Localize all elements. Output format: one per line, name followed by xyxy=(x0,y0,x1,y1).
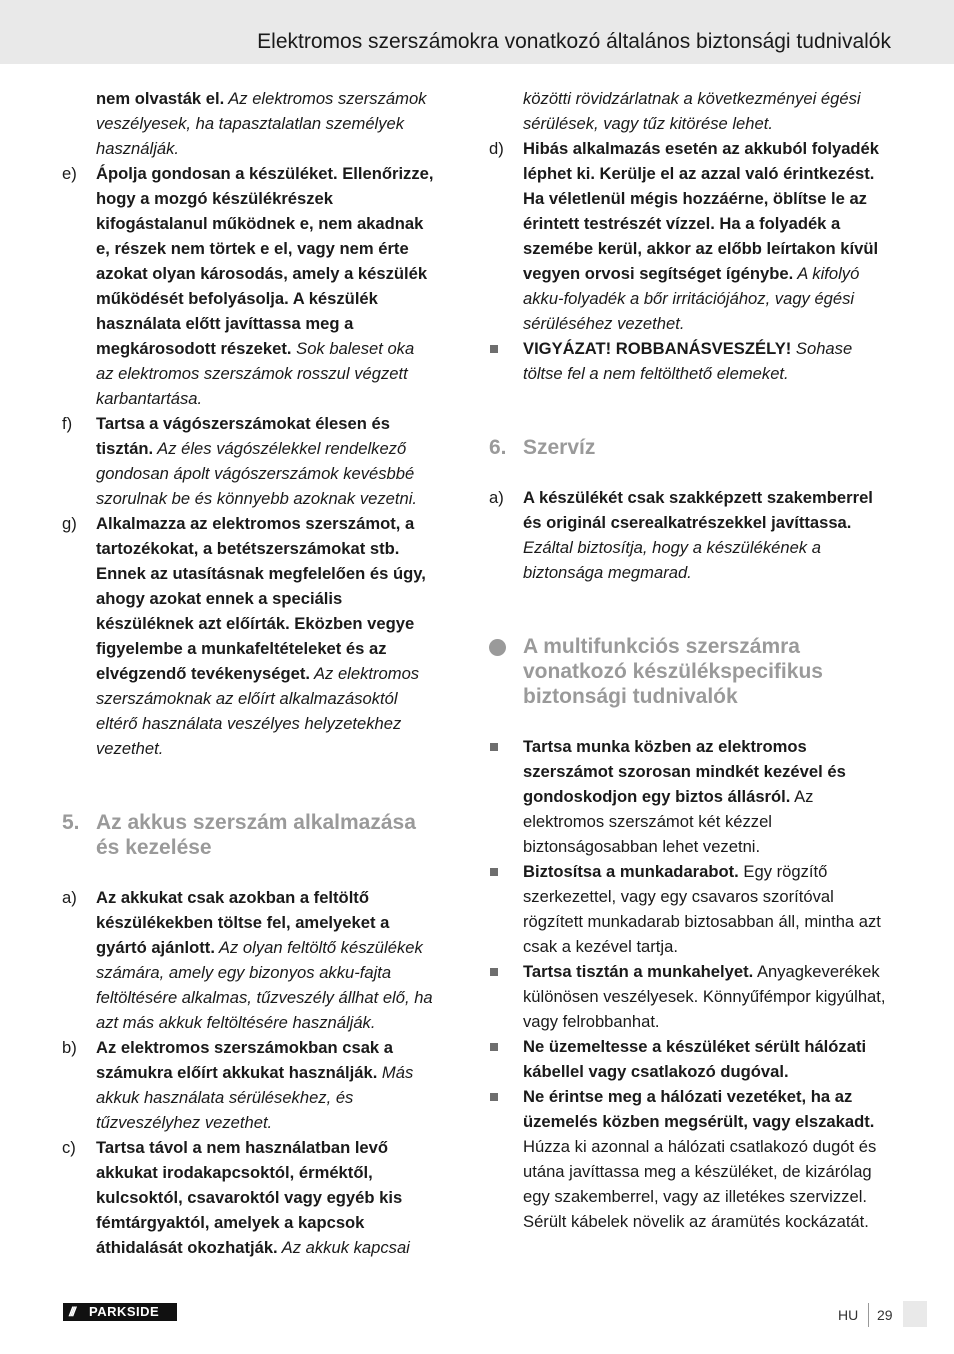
section-number: 5. xyxy=(62,811,80,834)
list-marker: b) xyxy=(62,1038,77,1057)
list-item-a xyxy=(62,885,434,1035)
italic-text: Sok baleset oka az elektromos szerszámok rosszul végzett karbantartása. xyxy=(96,339,415,408)
section-number: 6. xyxy=(489,436,507,459)
bold-text: Ápolja gondosan a készüléket. Ellenőrizze, hogy a mozgó készülékrészek kifogástalanul működnek e, nem akadnak e, részek nem törtek e el, vagy nem érte azokat olyan károsodás, amely a készülék működését befolyásolja. A készülék használata előtt javíttassa meg a megkárosodott részeket. xyxy=(96,164,434,358)
logo-brand-text: PARKSIDE xyxy=(89,1304,160,1319)
list-marker: a) xyxy=(489,488,504,507)
list-item-d xyxy=(489,136,891,336)
body-text: Az elektromos szerszámot két kézzel biztonságosabban lehet vezetni. xyxy=(523,787,814,856)
bullet-item xyxy=(489,1084,891,1234)
italic-text: Sohase töltse fel a nem feltölthető elemeket. xyxy=(523,339,853,383)
italic-text: Az éles vágószélekkel rendelkező gondosan ápolt vágószerszámok kevésbbé szorulnak be és könnyebb azoknak vezetni. xyxy=(96,439,418,508)
bold-text: Hibás alkalmazás esetén az akkuból folyadék léphet ki. Kerülje el az azzal való érintkezést. Ha véletlenül mégis hozzáérne, öblítse le az érintett testrészét vízzel. Ha a folyadék a szemébe kerül, akkor az előbb leírtakon kívül vegyen orvosi segítséget ígénybe. xyxy=(523,139,880,283)
bold-text: Tartsa a vágószerszámokat élesen és tisztán. xyxy=(96,414,390,458)
bold-text: Biztosítsa a munkadarabot. xyxy=(523,862,739,881)
left-column xyxy=(62,86,434,1260)
bold-text: Tartsa távol a nem használatban levő akkukat irodakapcsoktól, érméktől, kulcsoktól, csavaroktól vagy egyéb kis fémtárgyaktól, amelyek a kapcsok áthidalását okozhatják. xyxy=(96,1138,403,1257)
bold-text: Alkalmazza az elektromos szerszámot, a tartozékokat, a betétszerszámokat stb. Ennek az utasításnak megfelelően és úgy, ahogy azokat ennek a speciális készüléknek azt előírták. Eközben vegye figyelembe a munkafeltételeket és az elvégzendő tevékenységet. xyxy=(96,514,426,683)
bullet-item xyxy=(489,959,891,1034)
list-marker: e) xyxy=(62,164,77,183)
list-item-e xyxy=(62,161,434,411)
bold-text: Tartsa munka közben az elektromos szerszámot szorosan mindkét kezével és gondoskodjon egy biztos állásról. xyxy=(523,737,846,806)
circle-bullet-icon xyxy=(489,639,506,656)
square-bullet-icon xyxy=(490,1093,498,1101)
bold-text: VIGYÁZAT! ROBBANÁSVESZÉLY! xyxy=(523,339,792,358)
section-heading-5 xyxy=(62,810,434,860)
italic-text: közötti rövidzárlatnak a következményei égési sérülések, vagy tűz kitörése lehet. xyxy=(523,89,861,133)
italic-text: Az olyan feltöltő készülékek számára, amely egy bizonyos akku-fajta feltöltésére alkalmas, tűzveszély állhat elő, ha azt más akkuk feltöltésére használják. xyxy=(96,938,433,1032)
section-title: Az akkus szerszám alkalmazása és kezelése xyxy=(96,811,416,859)
square-bullet-icon xyxy=(490,868,498,876)
bold-text: Ne érintse meg a hálózati vezetéket, ha az üzemelés közben megsérült, vagy elszakadt. xyxy=(523,1087,875,1131)
right-column xyxy=(489,86,891,1234)
list-item-g xyxy=(62,511,434,761)
list-marker: f) xyxy=(62,414,73,433)
square-bullet-icon xyxy=(490,743,498,751)
bold-text: A készülékét csak szakképzett szakemberrel és originál cserealkatrészekkel javíttassa. xyxy=(523,488,873,532)
page-number: 29 xyxy=(877,1307,893,1323)
footer-box xyxy=(903,1301,927,1327)
square-bullet-icon xyxy=(490,968,498,976)
body-text: Egy rögzítő szerkezettel, vagy egy csavaros szorítóval rögzített munkadarab biztosabban áll, mintha azt csak a kezével tartja. xyxy=(523,862,881,956)
italic-text: Az elektromos szerszámoknak az előírt alkalmazásoktól eltérő használata veszélyes helyzetekhez vezethet. xyxy=(96,664,420,758)
bullet-item xyxy=(489,1034,891,1084)
italic-text: Ezáltal biztosítja, hogy a készülékének a biztonsága megmarad. xyxy=(523,538,821,582)
section-title: A multifunkciós szerszámra vonatkozó készülékspecifikus biztonsági tudnivalók xyxy=(523,635,823,708)
bullet-item xyxy=(489,859,891,959)
section-heading-specific xyxy=(489,634,891,709)
bold-text: Ne üzemeltesse a készüléket sérült hálózati kábellel vagy csatlakozó dugóval. xyxy=(523,1037,867,1081)
italic-text: Az akkuk kapcsai xyxy=(277,1238,410,1257)
body-text: Húzza ki azonnal a hálózati csatlakozó dugót és utána javíttassa meg a készüléket, de kizárólag egy szakemberrel, vagy az illetékes szervizzel. Sérült kábelek növelik az áramütés kockázatát. xyxy=(523,1137,877,1231)
continued-paragraph xyxy=(62,86,434,161)
square-bullet-icon xyxy=(490,1043,498,1051)
continued-paragraph xyxy=(489,86,891,136)
italic-text: Más akkuk használata sérülésekhez, és tűzveszélyhez vezethet. xyxy=(96,1063,414,1132)
list-marker: a) xyxy=(62,888,77,907)
warning-item xyxy=(489,336,891,386)
logo-slashes: /// xyxy=(69,1304,74,1319)
list-marker: c) xyxy=(62,1138,76,1157)
italic-text: A kifolyó akku-folyadék a bőr irritációjához, vagy égési sérüléséhez vezethet. xyxy=(523,264,860,333)
list-item-b xyxy=(62,1035,434,1135)
list-marker: g) xyxy=(62,514,77,533)
bold-text: nem olvasták el. xyxy=(96,89,225,108)
italic-text: Az elektromos szerszámok veszélyesek, ha tapasztalatlan személyek használják. xyxy=(96,89,427,158)
bold-text: Az akkukat csak azokban a feltöltő készülékekben töltse fel, amelyeket a gyártó ajánlott. xyxy=(96,888,390,957)
body-text: Anyagkeverékek különösen veszélyesek. Könnyűfémpor kigyúlhat, vagy felrobbanhat. xyxy=(523,962,886,1031)
section-title: Szervíz xyxy=(523,436,596,459)
parkside-logo xyxy=(63,1303,177,1321)
list-marker: d) xyxy=(489,139,504,158)
square-bullet-icon xyxy=(490,345,498,353)
section-heading-6 xyxy=(489,435,891,460)
bold-text: Az elektromos szerszámokban csak a számukra előírt akkukat használják. xyxy=(96,1038,393,1082)
language-code: HU xyxy=(838,1307,859,1323)
page-title: Elektromos szerszámokra vonatkozó általános biztonsági tudnivalók xyxy=(257,30,891,53)
list-item-c xyxy=(62,1135,434,1260)
bold-text: Tartsa tisztán a munkahelyet. xyxy=(523,962,754,981)
footer-divider xyxy=(868,1303,869,1327)
bullet-item xyxy=(489,734,891,859)
list-item-f xyxy=(62,411,434,511)
page-header xyxy=(0,0,954,64)
list-item-a xyxy=(489,485,891,585)
